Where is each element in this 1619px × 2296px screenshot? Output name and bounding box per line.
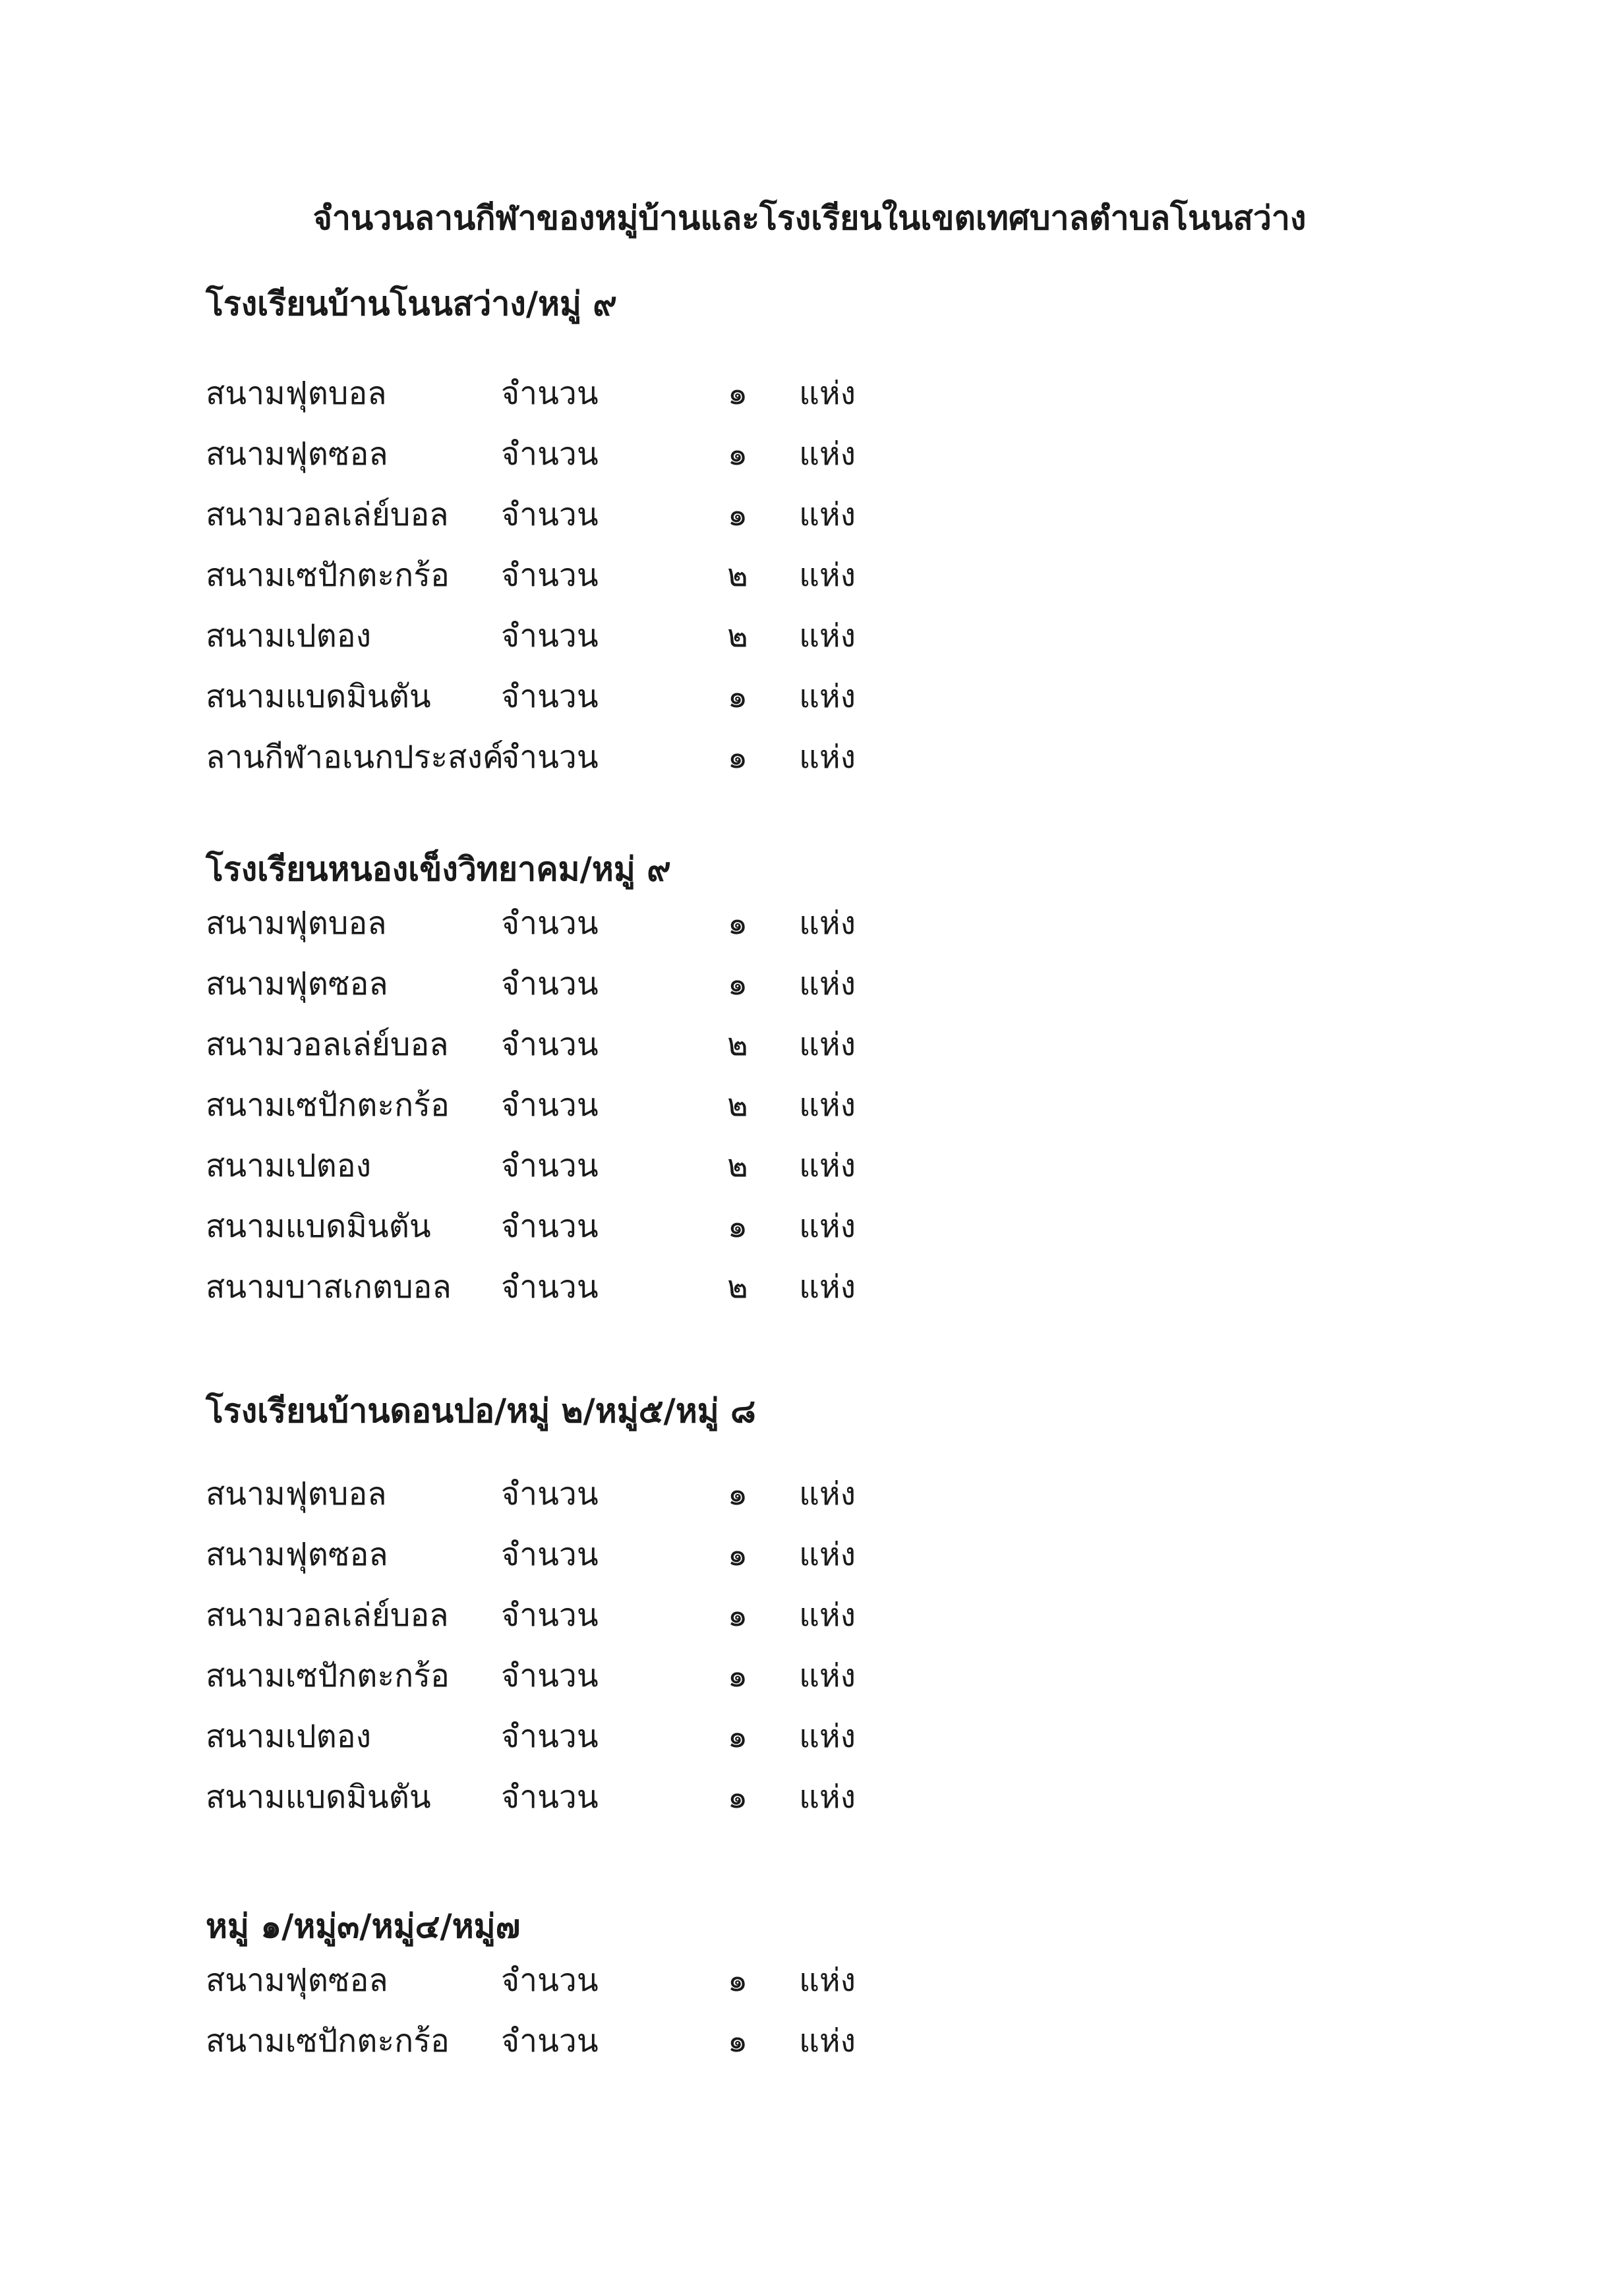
facility-count: ๑ — [727, 1962, 748, 1999]
facility-row — [206, 1957, 1524, 2018]
amount-label: จำนวน — [501, 1269, 599, 1306]
facility-row — [206, 370, 1524, 431]
facility-count: ๑ — [727, 1536, 748, 1573]
unit-label: แห่ง — [799, 678, 856, 715]
facility-count: ๑ — [727, 1597, 748, 1634]
section-school-don-po — [206, 1388, 1524, 1835]
facility-list — [206, 900, 1524, 1325]
unit-label: แห่ง — [799, 1597, 856, 1634]
section-heading: โรงเรียนหนองเข็งวิทยาคม/หมู่ ๙ — [206, 850, 671, 888]
section-school-nong-kheng — [206, 846, 1524, 1325]
amount-label: จำนวน — [501, 496, 599, 533]
facility-name: สนามเซปักตะกร้อ — [206, 1657, 450, 1694]
facility-name: สนามเปตอง — [206, 1718, 372, 1755]
facility-count: ๑ — [727, 1208, 748, 1245]
amount-label: จำนวน — [501, 617, 599, 654]
amount-label: จำนวน — [501, 2023, 599, 2059]
facility-count: ๑ — [727, 1476, 748, 1512]
facility-count: ๒ — [727, 617, 748, 654]
facility-row — [206, 613, 1524, 674]
facility-count: ๑ — [727, 739, 748, 776]
facility-count: ๑ — [727, 2023, 748, 2059]
facility-row — [206, 734, 1524, 795]
facility-row — [206, 1532, 1524, 1592]
unit-label: แห่ง — [799, 965, 856, 1002]
unit-label: แห่ง — [799, 1476, 856, 1512]
facility-row — [206, 1264, 1524, 1325]
facility-row — [206, 1592, 1524, 1653]
facility-count: ๒ — [727, 1026, 748, 1063]
section-villages — [206, 1903, 1524, 2079]
facility-name: สนามเปตอง — [206, 617, 372, 654]
facility-count: ๑ — [727, 1779, 748, 1816]
facility-row — [206, 2018, 1524, 2079]
unit-label: แห่ง — [799, 1536, 856, 1573]
facility-count: ๑ — [727, 1718, 748, 1755]
facility-name: สนามฟุตซอล — [206, 436, 388, 473]
amount-label: จำนวน — [501, 436, 599, 473]
section-heading: โรงเรียนบ้านโนนสว่าง/หมู่ ๙ — [206, 285, 618, 323]
amount-label: จำนวน — [501, 1147, 599, 1184]
unit-label: แห่ง — [799, 1208, 856, 1245]
facility-row — [206, 1082, 1524, 1143]
facility-row — [206, 1774, 1524, 1835]
facility-name: ลานกีฬาอเนกประสงค์ — [206, 739, 504, 776]
facility-name: สนามฟุตซอล — [206, 1536, 388, 1573]
facility-count: ๑ — [727, 965, 748, 1002]
amount-label: จำนวน — [501, 1962, 599, 1999]
facility-count: ๑ — [727, 375, 748, 412]
facility-count: ๑ — [727, 678, 748, 715]
unit-label: แห่ง — [799, 436, 856, 473]
unit-label: แห่ง — [799, 739, 856, 776]
unit-label: แห่ง — [799, 1779, 856, 1816]
facility-count: ๒ — [727, 1269, 748, 1306]
amount-label: จำนวน — [501, 1087, 599, 1124]
amount-label: จำนวน — [501, 1208, 599, 1245]
unit-label: แห่ง — [799, 1657, 856, 1694]
unit-label: แห่ง — [799, 1269, 856, 1306]
facility-list — [206, 1471, 1524, 1835]
unit-label: แห่ง — [799, 1026, 856, 1063]
facility-row — [206, 1653, 1524, 1713]
facility-count: ๒ — [727, 1087, 748, 1124]
unit-label: แห่ง — [799, 905, 856, 942]
facility-list — [206, 1957, 1524, 2079]
facility-name: สนามวอลเล่ย์บอล — [206, 496, 449, 533]
facility-name: สนามบาสเกตบอล — [206, 1269, 452, 1306]
facility-count: ๑ — [727, 496, 748, 533]
facility-name: สนามวอลเล่ย์บอล — [206, 1597, 449, 1634]
facility-list — [206, 370, 1524, 795]
facility-row — [206, 1471, 1524, 1532]
facility-name: สนามฟุตบอล — [206, 905, 387, 942]
facility-count: ๑ — [727, 905, 748, 942]
unit-label: แห่ง — [799, 1147, 856, 1184]
facility-row — [206, 1021, 1524, 1082]
unit-label: แห่ง — [799, 557, 856, 594]
facility-count: ๑ — [727, 436, 748, 473]
facility-name: สนามฟุตบอล — [206, 1476, 387, 1512]
facility-name: สนามเซปักตะกร้อ — [206, 2023, 450, 2059]
facility-name: สนามแบดมินตัน — [206, 678, 431, 715]
unit-label: แห่ง — [799, 1087, 856, 1124]
facility-name: สนามเซปักตะกร้อ — [206, 1087, 450, 1124]
amount-label: จำนวน — [501, 1597, 599, 1634]
facility-name: สนามแบดมินตัน — [206, 1779, 431, 1816]
unit-label: แห่ง — [799, 1718, 856, 1755]
facility-row — [206, 900, 1524, 961]
document-title: จำนวนลานกีฬาของหมู่บ้านและโรงเรียนในเขตเทศบาลตำบลโนนสว่าง — [312, 199, 1307, 237]
facility-row — [206, 1713, 1524, 1774]
unit-label: แห่ง — [799, 375, 856, 412]
facility-name: สนามเซปักตะกร้อ — [206, 557, 450, 594]
facility-row — [206, 674, 1524, 734]
amount-label: จำนวน — [501, 965, 599, 1002]
section-heading: หมู่ ๑/หมู่๓/หมู่๔/หมู่๗ — [206, 1907, 521, 1945]
facility-name: สนามแบดมินตัน — [206, 1208, 431, 1245]
amount-label: จำนวน — [501, 739, 599, 776]
facility-name: สนามฟุตบอล — [206, 375, 387, 412]
facility-name: สนามฟุตซอล — [206, 1962, 388, 1999]
facility-row — [206, 1203, 1524, 1264]
section-school-non-sawang — [206, 281, 1524, 795]
facility-name: สนามวอลเล่ย์บอล — [206, 1026, 449, 1063]
facility-row — [206, 492, 1524, 552]
facility-row — [206, 431, 1524, 492]
amount-label: จำนวน — [501, 375, 599, 412]
facility-name: สนามฟุตซอล — [206, 965, 388, 1002]
amount-label: จำนวน — [501, 1779, 599, 1816]
facility-row — [206, 961, 1524, 1021]
facility-count: ๒ — [727, 1147, 748, 1184]
amount-label: จำนวน — [501, 1657, 599, 1694]
amount-label: จำนวน — [501, 678, 599, 715]
facility-count: ๒ — [727, 557, 748, 594]
facility-count: ๑ — [727, 1657, 748, 1694]
amount-label: จำนวน — [501, 557, 599, 594]
unit-label: แห่ง — [799, 496, 856, 533]
amount-label: จำนวน — [501, 1026, 599, 1063]
unit-label: แห่ง — [799, 617, 856, 654]
amount-label: จำนวน — [501, 905, 599, 942]
amount-label: จำนวน — [501, 1476, 599, 1512]
section-heading: โรงเรียนบ้านดอนปอ/หมู่ ๒/หมู่๕/หมู่ ๘ — [206, 1392, 756, 1430]
facility-row — [206, 1143, 1524, 1203]
facility-name: สนามเปตอง — [206, 1147, 372, 1184]
unit-label: แห่ง — [799, 1962, 856, 1999]
unit-label: แห่ง — [799, 2023, 856, 2059]
amount-label: จำนวน — [501, 1536, 599, 1573]
amount-label: จำนวน — [501, 1718, 599, 1755]
facility-row — [206, 552, 1524, 613]
